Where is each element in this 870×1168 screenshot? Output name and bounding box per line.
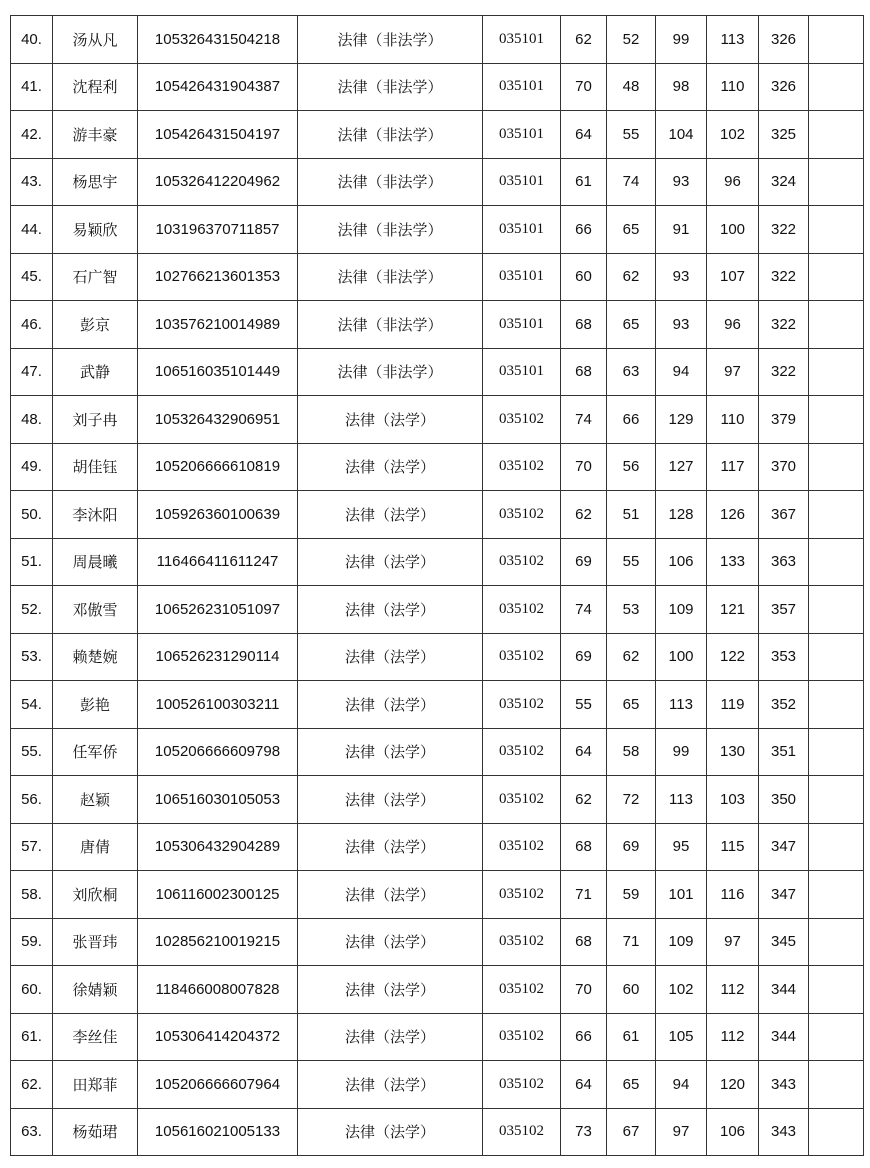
candidate-name: 武静	[53, 348, 138, 396]
major-name: 法律（法学）	[298, 443, 483, 491]
candidate-name: 张晋玮	[53, 918, 138, 966]
major-name: 法律（非法学）	[298, 348, 483, 396]
row-index: 54.	[11, 681, 53, 729]
score-politics: 60	[561, 253, 607, 301]
exam-id: 105206666609798	[138, 728, 298, 776]
exam-id: 102766213601353	[138, 253, 298, 301]
row-index: 47.	[11, 348, 53, 396]
candidate-name: 刘子冉	[53, 396, 138, 444]
score-total: 379	[759, 396, 809, 444]
row-index: 43.	[11, 158, 53, 206]
score-politics: 68	[561, 823, 607, 871]
major-name: 法律（法学）	[298, 1013, 483, 1061]
score-subject-2: 117	[707, 443, 759, 491]
score-subject-1: 113	[656, 681, 707, 729]
score-politics: 70	[561, 63, 607, 111]
score-subject-1: 101	[656, 871, 707, 919]
score-foreign-language: 72	[607, 776, 656, 824]
candidate-name: 彭艳	[53, 681, 138, 729]
exam-id: 105926360100639	[138, 491, 298, 539]
major-code: 035102	[483, 728, 561, 776]
major-code: 035102	[483, 1013, 561, 1061]
score-foreign-language: 71	[607, 918, 656, 966]
major-code: 035102	[483, 918, 561, 966]
remark-cell	[809, 16, 864, 64]
score-total: 326	[759, 16, 809, 64]
exam-id: 106516030105053	[138, 776, 298, 824]
score-politics: 70	[561, 443, 607, 491]
major-code: 035102	[483, 823, 561, 871]
score-subject-2: 96	[707, 158, 759, 206]
major-name: 法律（非法学）	[298, 253, 483, 301]
score-foreign-language: 69	[607, 823, 656, 871]
major-code: 035101	[483, 206, 561, 254]
score-politics: 69	[561, 633, 607, 681]
row-index: 61.	[11, 1013, 53, 1061]
candidate-name: 唐倩	[53, 823, 138, 871]
table-row	[11, 1108, 864, 1156]
score-subject-2: 100	[707, 206, 759, 254]
score-foreign-language: 65	[607, 681, 656, 729]
major-name: 法律（法学）	[298, 586, 483, 634]
exam-id: 102856210019215	[138, 918, 298, 966]
row-index: 53.	[11, 633, 53, 681]
score-subject-2: 112	[707, 1013, 759, 1061]
score-foreign-language: 65	[607, 1061, 656, 1109]
row-index: 63.	[11, 1108, 53, 1156]
table-row	[11, 871, 864, 919]
major-name: 法律（法学）	[298, 966, 483, 1014]
major-name: 法律（法学）	[298, 633, 483, 681]
candidate-name: 胡佳钰	[53, 443, 138, 491]
major-code: 035102	[483, 681, 561, 729]
table-row	[11, 491, 864, 539]
score-subject-2: 120	[707, 1061, 759, 1109]
score-subject-1: 102	[656, 966, 707, 1014]
score-subject-2: 112	[707, 966, 759, 1014]
major-code: 035102	[483, 586, 561, 634]
score-subject-1: 109	[656, 918, 707, 966]
remark-cell	[809, 776, 864, 824]
score-total: 345	[759, 918, 809, 966]
remark-cell	[809, 823, 864, 871]
score-foreign-language: 51	[607, 491, 656, 539]
score-subject-1: 129	[656, 396, 707, 444]
row-index: 57.	[11, 823, 53, 871]
score-politics: 64	[561, 728, 607, 776]
remark-cell	[809, 1061, 864, 1109]
score-total: 343	[759, 1061, 809, 1109]
table-row	[11, 63, 864, 111]
candidate-name: 彭京	[53, 301, 138, 349]
score-subject-1: 94	[656, 1061, 707, 1109]
score-total: 353	[759, 633, 809, 681]
score-foreign-language: 52	[607, 16, 656, 64]
score-subject-2: 116	[707, 871, 759, 919]
row-index: 56.	[11, 776, 53, 824]
table-row	[11, 1013, 864, 1061]
major-code: 035101	[483, 158, 561, 206]
major-code: 035101	[483, 111, 561, 159]
remark-cell	[809, 301, 864, 349]
table-row	[11, 538, 864, 586]
score-politics: 61	[561, 158, 607, 206]
candidate-name: 石广智	[53, 253, 138, 301]
score-politics: 66	[561, 206, 607, 254]
score-politics: 66	[561, 1013, 607, 1061]
score-foreign-language: 65	[607, 301, 656, 349]
score-politics: 64	[561, 1061, 607, 1109]
score-politics: 74	[561, 396, 607, 444]
table-row	[11, 1061, 864, 1109]
score-total: 352	[759, 681, 809, 729]
score-total: 347	[759, 823, 809, 871]
score-subject-1: 128	[656, 491, 707, 539]
candidate-name: 周晨曦	[53, 538, 138, 586]
exam-id: 106516035101449	[138, 348, 298, 396]
row-index: 40.	[11, 16, 53, 64]
row-index: 62.	[11, 1061, 53, 1109]
remark-cell	[809, 396, 864, 444]
score-subject-1: 98	[656, 63, 707, 111]
major-name: 法律（法学）	[298, 1108, 483, 1156]
score-subject-2: 115	[707, 823, 759, 871]
score-politics: 71	[561, 871, 607, 919]
table-row	[11, 348, 864, 396]
table-row	[11, 681, 864, 729]
table-row	[11, 396, 864, 444]
row-index: 46.	[11, 301, 53, 349]
table-row	[11, 443, 864, 491]
remark-cell	[809, 491, 864, 539]
candidate-name: 李丝佳	[53, 1013, 138, 1061]
score-total: 344	[759, 1013, 809, 1061]
remark-cell	[809, 538, 864, 586]
score-total: 322	[759, 206, 809, 254]
score-foreign-language: 58	[607, 728, 656, 776]
score-politics: 74	[561, 586, 607, 634]
row-index: 52.	[11, 586, 53, 634]
major-code: 035102	[483, 443, 561, 491]
major-code: 035101	[483, 301, 561, 349]
remark-cell	[809, 586, 864, 634]
candidate-name: 刘欣桐	[53, 871, 138, 919]
exam-id: 106526231051097	[138, 586, 298, 634]
remark-cell	[809, 158, 864, 206]
candidate-name: 赵颖	[53, 776, 138, 824]
score-foreign-language: 63	[607, 348, 656, 396]
major-code: 035101	[483, 16, 561, 64]
score-foreign-language: 62	[607, 633, 656, 681]
remark-cell	[809, 1013, 864, 1061]
table-row	[11, 253, 864, 301]
row-index: 44.	[11, 206, 53, 254]
exam-id: 100526100303211	[138, 681, 298, 729]
score-total: 367	[759, 491, 809, 539]
score-politics: 73	[561, 1108, 607, 1156]
score-subject-1: 99	[656, 728, 707, 776]
candidate-name: 赖楚婉	[53, 633, 138, 681]
major-name: 法律（法学）	[298, 871, 483, 919]
score-subject-2: 97	[707, 348, 759, 396]
score-politics: 68	[561, 301, 607, 349]
score-foreign-language: 67	[607, 1108, 656, 1156]
remark-cell	[809, 348, 864, 396]
score-subject-2: 110	[707, 396, 759, 444]
table-row	[11, 16, 864, 64]
score-subject-2: 121	[707, 586, 759, 634]
exam-id: 103576210014989	[138, 301, 298, 349]
row-index: 45.	[11, 253, 53, 301]
score-foreign-language: 55	[607, 111, 656, 159]
remark-cell	[809, 111, 864, 159]
score-total: 357	[759, 586, 809, 634]
score-politics: 62	[561, 16, 607, 64]
table-row	[11, 966, 864, 1014]
major-name: 法律（法学）	[298, 681, 483, 729]
major-code: 035102	[483, 633, 561, 681]
exam-id: 105426431904387	[138, 63, 298, 111]
score-subject-2: 130	[707, 728, 759, 776]
major-code: 035101	[483, 63, 561, 111]
major-name: 法律（非法学）	[298, 111, 483, 159]
major-code: 035101	[483, 348, 561, 396]
score-politics: 64	[561, 111, 607, 159]
score-subject-1: 94	[656, 348, 707, 396]
score-subject-2: 107	[707, 253, 759, 301]
candidate-name: 游丰豪	[53, 111, 138, 159]
table-row	[11, 206, 864, 254]
row-index: 49.	[11, 443, 53, 491]
remark-cell	[809, 681, 864, 729]
candidate-name: 李沐阳	[53, 491, 138, 539]
remark-cell	[809, 443, 864, 491]
row-index: 55.	[11, 728, 53, 776]
score-subject-2: 102	[707, 111, 759, 159]
score-total: 344	[759, 966, 809, 1014]
score-total: 324	[759, 158, 809, 206]
exam-id: 105306432904289	[138, 823, 298, 871]
score-subject-1: 97	[656, 1108, 707, 1156]
score-total: 322	[759, 301, 809, 349]
row-index: 59.	[11, 918, 53, 966]
score-foreign-language: 53	[607, 586, 656, 634]
exam-id: 105206666610819	[138, 443, 298, 491]
candidate-name: 杨茹珺	[53, 1108, 138, 1156]
exam-id: 103196370711857	[138, 206, 298, 254]
table-row	[11, 823, 864, 871]
score-politics: 62	[561, 776, 607, 824]
remark-cell	[809, 63, 864, 111]
table-body	[11, 16, 864, 1156]
score-total: 351	[759, 728, 809, 776]
exam-id: 118466008007828	[138, 966, 298, 1014]
score-subject-2: 106	[707, 1108, 759, 1156]
major-code: 035102	[483, 1108, 561, 1156]
major-name: 法律（非法学）	[298, 16, 483, 64]
score-total: 363	[759, 538, 809, 586]
major-name: 法律（法学）	[298, 823, 483, 871]
row-index: 42.	[11, 111, 53, 159]
major-name: 法律（非法学）	[298, 158, 483, 206]
exam-id: 105616021005133	[138, 1108, 298, 1156]
exam-id: 105306414204372	[138, 1013, 298, 1061]
table-row	[11, 918, 864, 966]
score-foreign-language: 66	[607, 396, 656, 444]
remark-cell	[809, 253, 864, 301]
score-politics: 68	[561, 918, 607, 966]
score-total: 325	[759, 111, 809, 159]
score-subject-1: 93	[656, 158, 707, 206]
exam-id: 106526231290114	[138, 633, 298, 681]
candidate-name: 徐婧颖	[53, 966, 138, 1014]
score-subject-2: 133	[707, 538, 759, 586]
score-subject-1: 113	[656, 776, 707, 824]
table-row	[11, 776, 864, 824]
score-politics: 69	[561, 538, 607, 586]
major-name: 法律（非法学）	[298, 206, 483, 254]
score-subject-1: 105	[656, 1013, 707, 1061]
major-code: 035102	[483, 776, 561, 824]
score-politics: 68	[561, 348, 607, 396]
major-name: 法律（法学）	[298, 918, 483, 966]
score-foreign-language: 74	[607, 158, 656, 206]
score-subject-1: 127	[656, 443, 707, 491]
remark-cell	[809, 728, 864, 776]
score-politics: 70	[561, 966, 607, 1014]
score-subject-1: 95	[656, 823, 707, 871]
major-name: 法律（非法学）	[298, 63, 483, 111]
table-row	[11, 111, 864, 159]
score-subject-1: 93	[656, 301, 707, 349]
score-politics: 55	[561, 681, 607, 729]
exam-id: 116466411611247	[138, 538, 298, 586]
table-row	[11, 158, 864, 206]
major-code: 035102	[483, 538, 561, 586]
row-index: 58.	[11, 871, 53, 919]
row-index: 41.	[11, 63, 53, 111]
remark-cell	[809, 206, 864, 254]
score-table	[10, 15, 864, 1156]
score-foreign-language: 61	[607, 1013, 656, 1061]
score-subject-2: 103	[707, 776, 759, 824]
candidate-name: 易颖欣	[53, 206, 138, 254]
row-index: 48.	[11, 396, 53, 444]
row-index: 50.	[11, 491, 53, 539]
major-name: 法律（法学）	[298, 538, 483, 586]
exam-id: 105326412204962	[138, 158, 298, 206]
major-name: 法律（非法学）	[298, 301, 483, 349]
score-subject-1: 100	[656, 633, 707, 681]
table-row	[11, 586, 864, 634]
major-name: 法律（法学）	[298, 491, 483, 539]
score-subject-2: 119	[707, 681, 759, 729]
exam-id: 106116002300125	[138, 871, 298, 919]
score-foreign-language: 55	[607, 538, 656, 586]
remark-cell	[809, 918, 864, 966]
score-subject-2: 96	[707, 301, 759, 349]
score-total: 322	[759, 348, 809, 396]
score-subject-1: 104	[656, 111, 707, 159]
remark-cell	[809, 966, 864, 1014]
candidate-name: 杨思宇	[53, 158, 138, 206]
remark-cell	[809, 1108, 864, 1156]
remark-cell	[809, 871, 864, 919]
exam-id: 105426431504197	[138, 111, 298, 159]
score-total: 347	[759, 871, 809, 919]
score-total: 322	[759, 253, 809, 301]
major-code: 035102	[483, 1061, 561, 1109]
score-subject-2: 126	[707, 491, 759, 539]
major-name: 法律（法学）	[298, 1061, 483, 1109]
major-code: 035102	[483, 966, 561, 1014]
major-code: 035102	[483, 491, 561, 539]
score-subject-2: 113	[707, 16, 759, 64]
score-foreign-language: 60	[607, 966, 656, 1014]
candidate-name: 田郑菲	[53, 1061, 138, 1109]
exam-id: 105326432906951	[138, 396, 298, 444]
score-politics: 62	[561, 491, 607, 539]
score-foreign-language: 65	[607, 206, 656, 254]
candidate-name: 邓傲雪	[53, 586, 138, 634]
score-subject-2: 110	[707, 63, 759, 111]
candidate-name: 汤从凡	[53, 16, 138, 64]
score-total: 326	[759, 63, 809, 111]
remark-cell	[809, 633, 864, 681]
row-index: 51.	[11, 538, 53, 586]
score-foreign-language: 62	[607, 253, 656, 301]
exam-id: 105326431504218	[138, 16, 298, 64]
major-code: 035102	[483, 396, 561, 444]
score-total: 350	[759, 776, 809, 824]
score-subject-2: 97	[707, 918, 759, 966]
exam-id: 105206666607964	[138, 1061, 298, 1109]
score-subject-1: 99	[656, 16, 707, 64]
score-subject-1: 93	[656, 253, 707, 301]
score-total: 370	[759, 443, 809, 491]
score-foreign-language: 59	[607, 871, 656, 919]
major-name: 法律（法学）	[298, 728, 483, 776]
score-foreign-language: 48	[607, 63, 656, 111]
table-row	[11, 633, 864, 681]
major-name: 法律（法学）	[298, 776, 483, 824]
table-row	[11, 301, 864, 349]
score-total: 343	[759, 1108, 809, 1156]
score-subject-1: 106	[656, 538, 707, 586]
candidate-name: 任军侨	[53, 728, 138, 776]
score-foreign-language: 56	[607, 443, 656, 491]
score-subject-1: 109	[656, 586, 707, 634]
major-code: 035102	[483, 871, 561, 919]
table-row	[11, 728, 864, 776]
candidate-name: 沈程利	[53, 63, 138, 111]
major-code: 035101	[483, 253, 561, 301]
score-subject-1: 91	[656, 206, 707, 254]
score-subject-2: 122	[707, 633, 759, 681]
major-name: 法律（法学）	[298, 396, 483, 444]
row-index: 60.	[11, 966, 53, 1014]
